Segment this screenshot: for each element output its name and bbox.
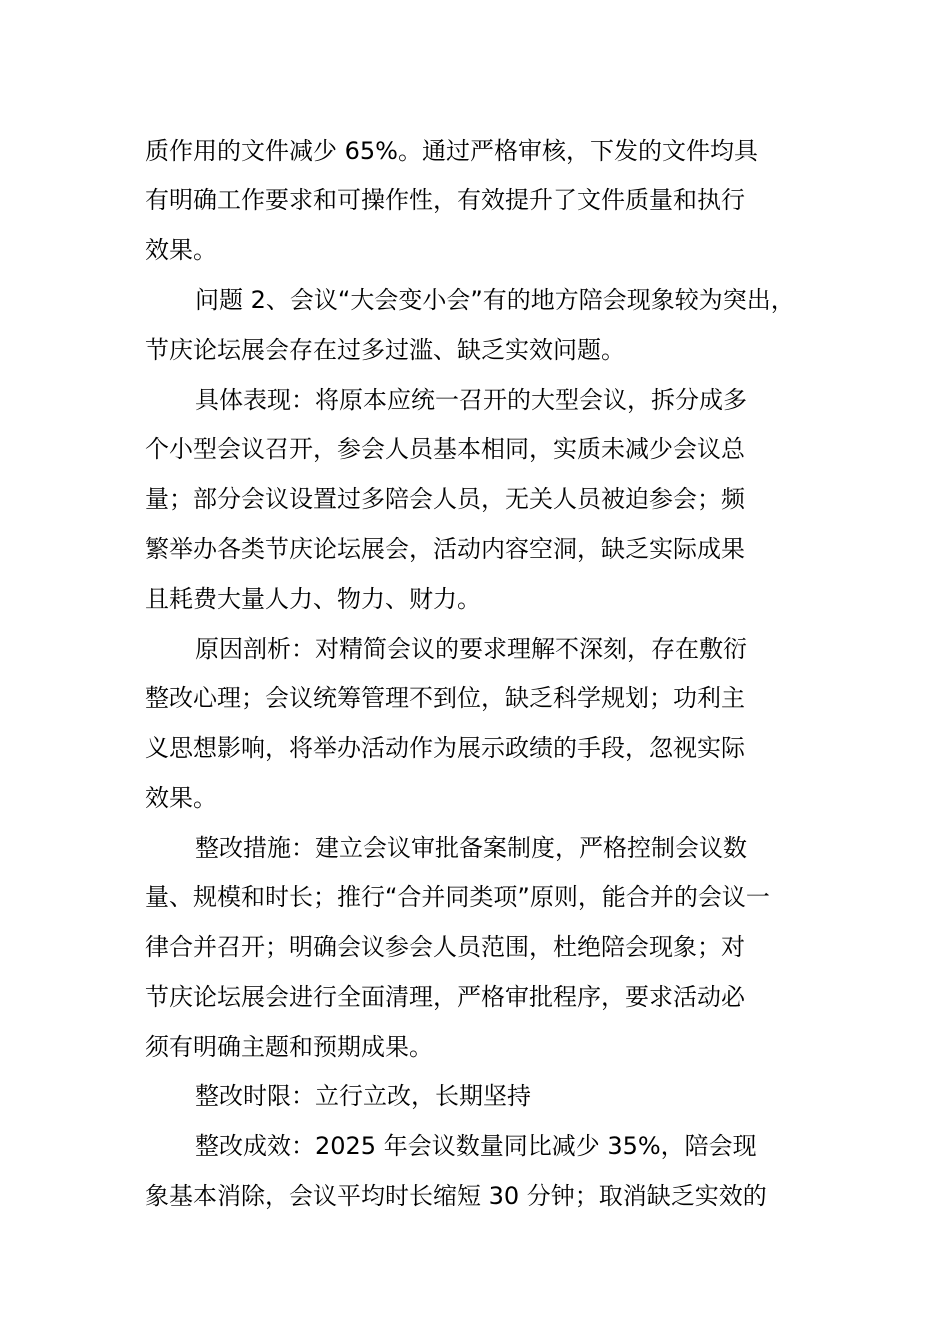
text-line: 节庆论坛展会进行全面清理，严格审批程序，要求活动必 bbox=[145, 983, 745, 1011]
problem-2-heading: 问题 2、会议“大会变小会”有的地方陪会现象较为突出， bbox=[195, 286, 795, 314]
rectification-measures-paragraph: 整改措施：建立会议审批备案制度，严格控制会议数 bbox=[195, 834, 747, 862]
rectification-results-paragraph: 整改成效：2025 年会议数量同比减少 35%，陪会现 bbox=[195, 1132, 757, 1160]
text-line: 且耗费大量人力、物力、财力。 bbox=[145, 585, 481, 613]
rectification-deadline-paragraph: 整改时限：立行立改，长期坚持 bbox=[195, 1082, 531, 1110]
text-line: 义思想影响，将举办活动作为展示政绩的手段，忽视实际 bbox=[145, 734, 745, 762]
text-line: 量；部分会议设置过多陪会人员，无关人员被迫参会；频 bbox=[145, 485, 745, 513]
text-line: 质作用的文件减少 65%。通过严格审核，下发的文件均具 bbox=[145, 137, 758, 165]
text-line: 须有明确主题和预期成果。 bbox=[145, 1033, 433, 1061]
text-line: 量、规模和时长；推行“合并同类项”原则，能合并的会议一 bbox=[145, 883, 770, 911]
text-line: 个小型会议召开，参会人员基本相同，实质未减少会议总 bbox=[145, 435, 745, 463]
text-line: 节庆论坛展会存在过多过滥、缺乏实效问题。 bbox=[145, 336, 625, 364]
text-line: 整改心理；会议统筹管理不到位，缺乏科学规划；功利主 bbox=[145, 684, 745, 712]
text-line: 象基本消除，会议平均时长缩短 30 分钟；取消缺乏实效的 bbox=[145, 1182, 767, 1210]
text-line: 效果。 bbox=[145, 784, 217, 812]
cause-analysis-paragraph: 原因剖析：对精简会议的要求理解不深刻，存在敷衍 bbox=[195, 635, 747, 663]
specific-manifestation-paragraph: 具体表现：将原本应统一召开的大型会议，拆分成多 bbox=[195, 386, 747, 414]
text-line: 律合并召开；明确会议参会人员范围，杜绝陪会现象；对 bbox=[145, 933, 745, 961]
text-line: 效果。 bbox=[145, 236, 217, 264]
text-line: 繁举办各类节庆论坛展会，活动内容空洞，缺乏实际成果 bbox=[145, 535, 745, 563]
text-line: 有明确工作要求和可操作性，有效提升了文件质量和执行 bbox=[145, 186, 745, 214]
